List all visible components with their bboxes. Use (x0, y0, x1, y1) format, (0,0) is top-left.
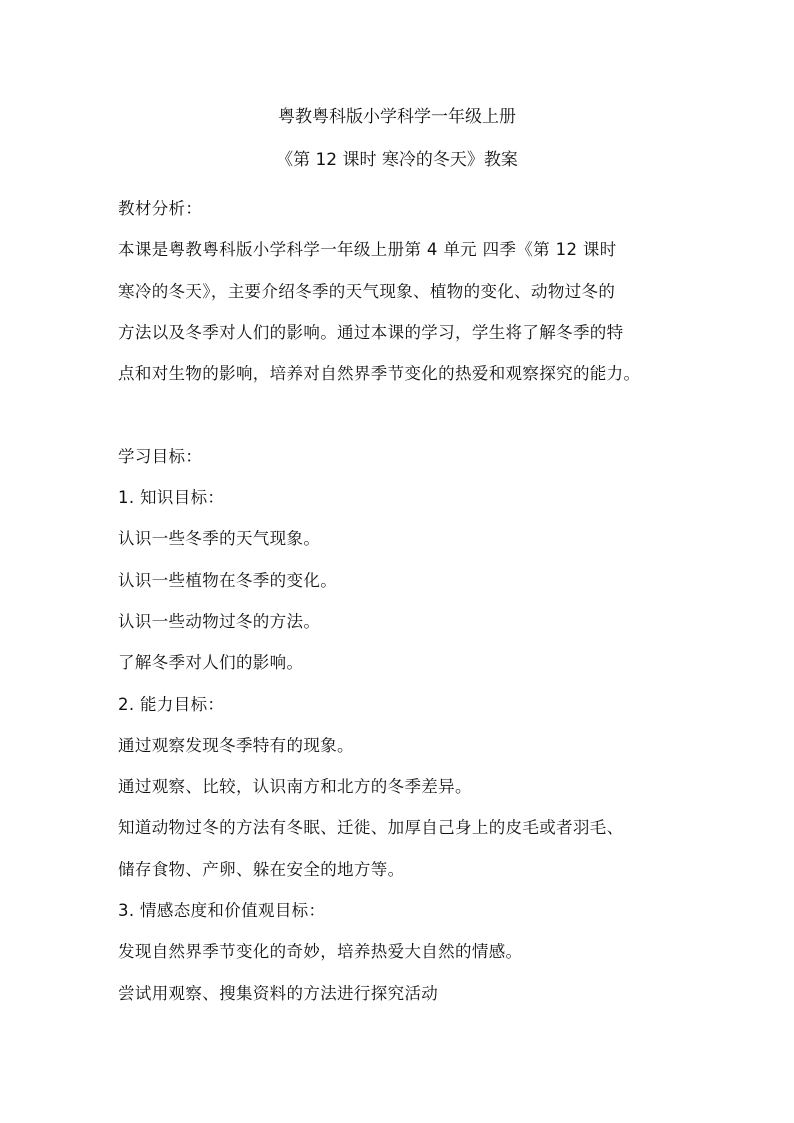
knowledge-objective-item: 了解冬季对人们的影响。 (118, 653, 304, 673)
ability-objective-item: 知道动物过冬的方法有冬眠、迁徙、加厚自己身上的皮毛或者羽毛、 (118, 818, 624, 838)
ability-objective-item: 通过观察发现冬季特有的现象。 (118, 735, 354, 755)
knowledge-objective-item: 认识一些冬季的天气现象。 (118, 529, 321, 549)
analysis-paragraph-line: 方法以及冬季对人们的影响。通过本课的学习，学生将了解冬季的特 (118, 322, 624, 342)
emotion-objective-item: 尝试用观察、搜集资料的方法进行探究活动 (118, 983, 439, 1003)
document-title: 粤教粤科版小学科学一年级上册 (278, 107, 516, 127)
document-subtitle: 《第 12 课时 寒冷的冬天》教案 (276, 150, 518, 170)
ability-objectives-heading: 2. 能力目标： (118, 694, 225, 714)
analysis-heading: 教材分析： (118, 199, 203, 218)
objectives-heading: 学习目标： (118, 446, 203, 466)
ability-objective-item: 储存食物、产卵、躲在安全的地方等。 (118, 859, 405, 879)
knowledge-objectives-heading: 1. 知识目标： (118, 488, 225, 508)
emotion-objective-item: 发现自然界季节变化的奇妙，培养热爱大自然的情感。 (118, 942, 523, 962)
analysis-paragraph-line: 本课是粤教粤科版小学科学一年级上册第 4 单元 四季《第 12 课时 (118, 240, 617, 260)
analysis-paragraph-line: 点和对生物的影响，培养对自然界季节变化的热爱和观察探究的能力。 (118, 364, 641, 384)
blank-line (118, 394, 698, 435)
emotion-objectives-heading: 3. 情感态度和价值观目标： (118, 901, 326, 921)
knowledge-objective-item: 认识一些植物在冬季的变化。 (118, 570, 338, 590)
knowledge-objective-item: 认识一些动物过冬的方法。 (118, 611, 321, 631)
ability-objective-item: 通过观察、比较，认识南方和北方的冬季差异。 (118, 777, 472, 797)
document-body (118, 188, 698, 1014)
analysis-paragraph-line: 寒冷的冬天》，主要介绍冬季的天气现象、植物的变化、动物过冬的 (118, 281, 616, 301)
